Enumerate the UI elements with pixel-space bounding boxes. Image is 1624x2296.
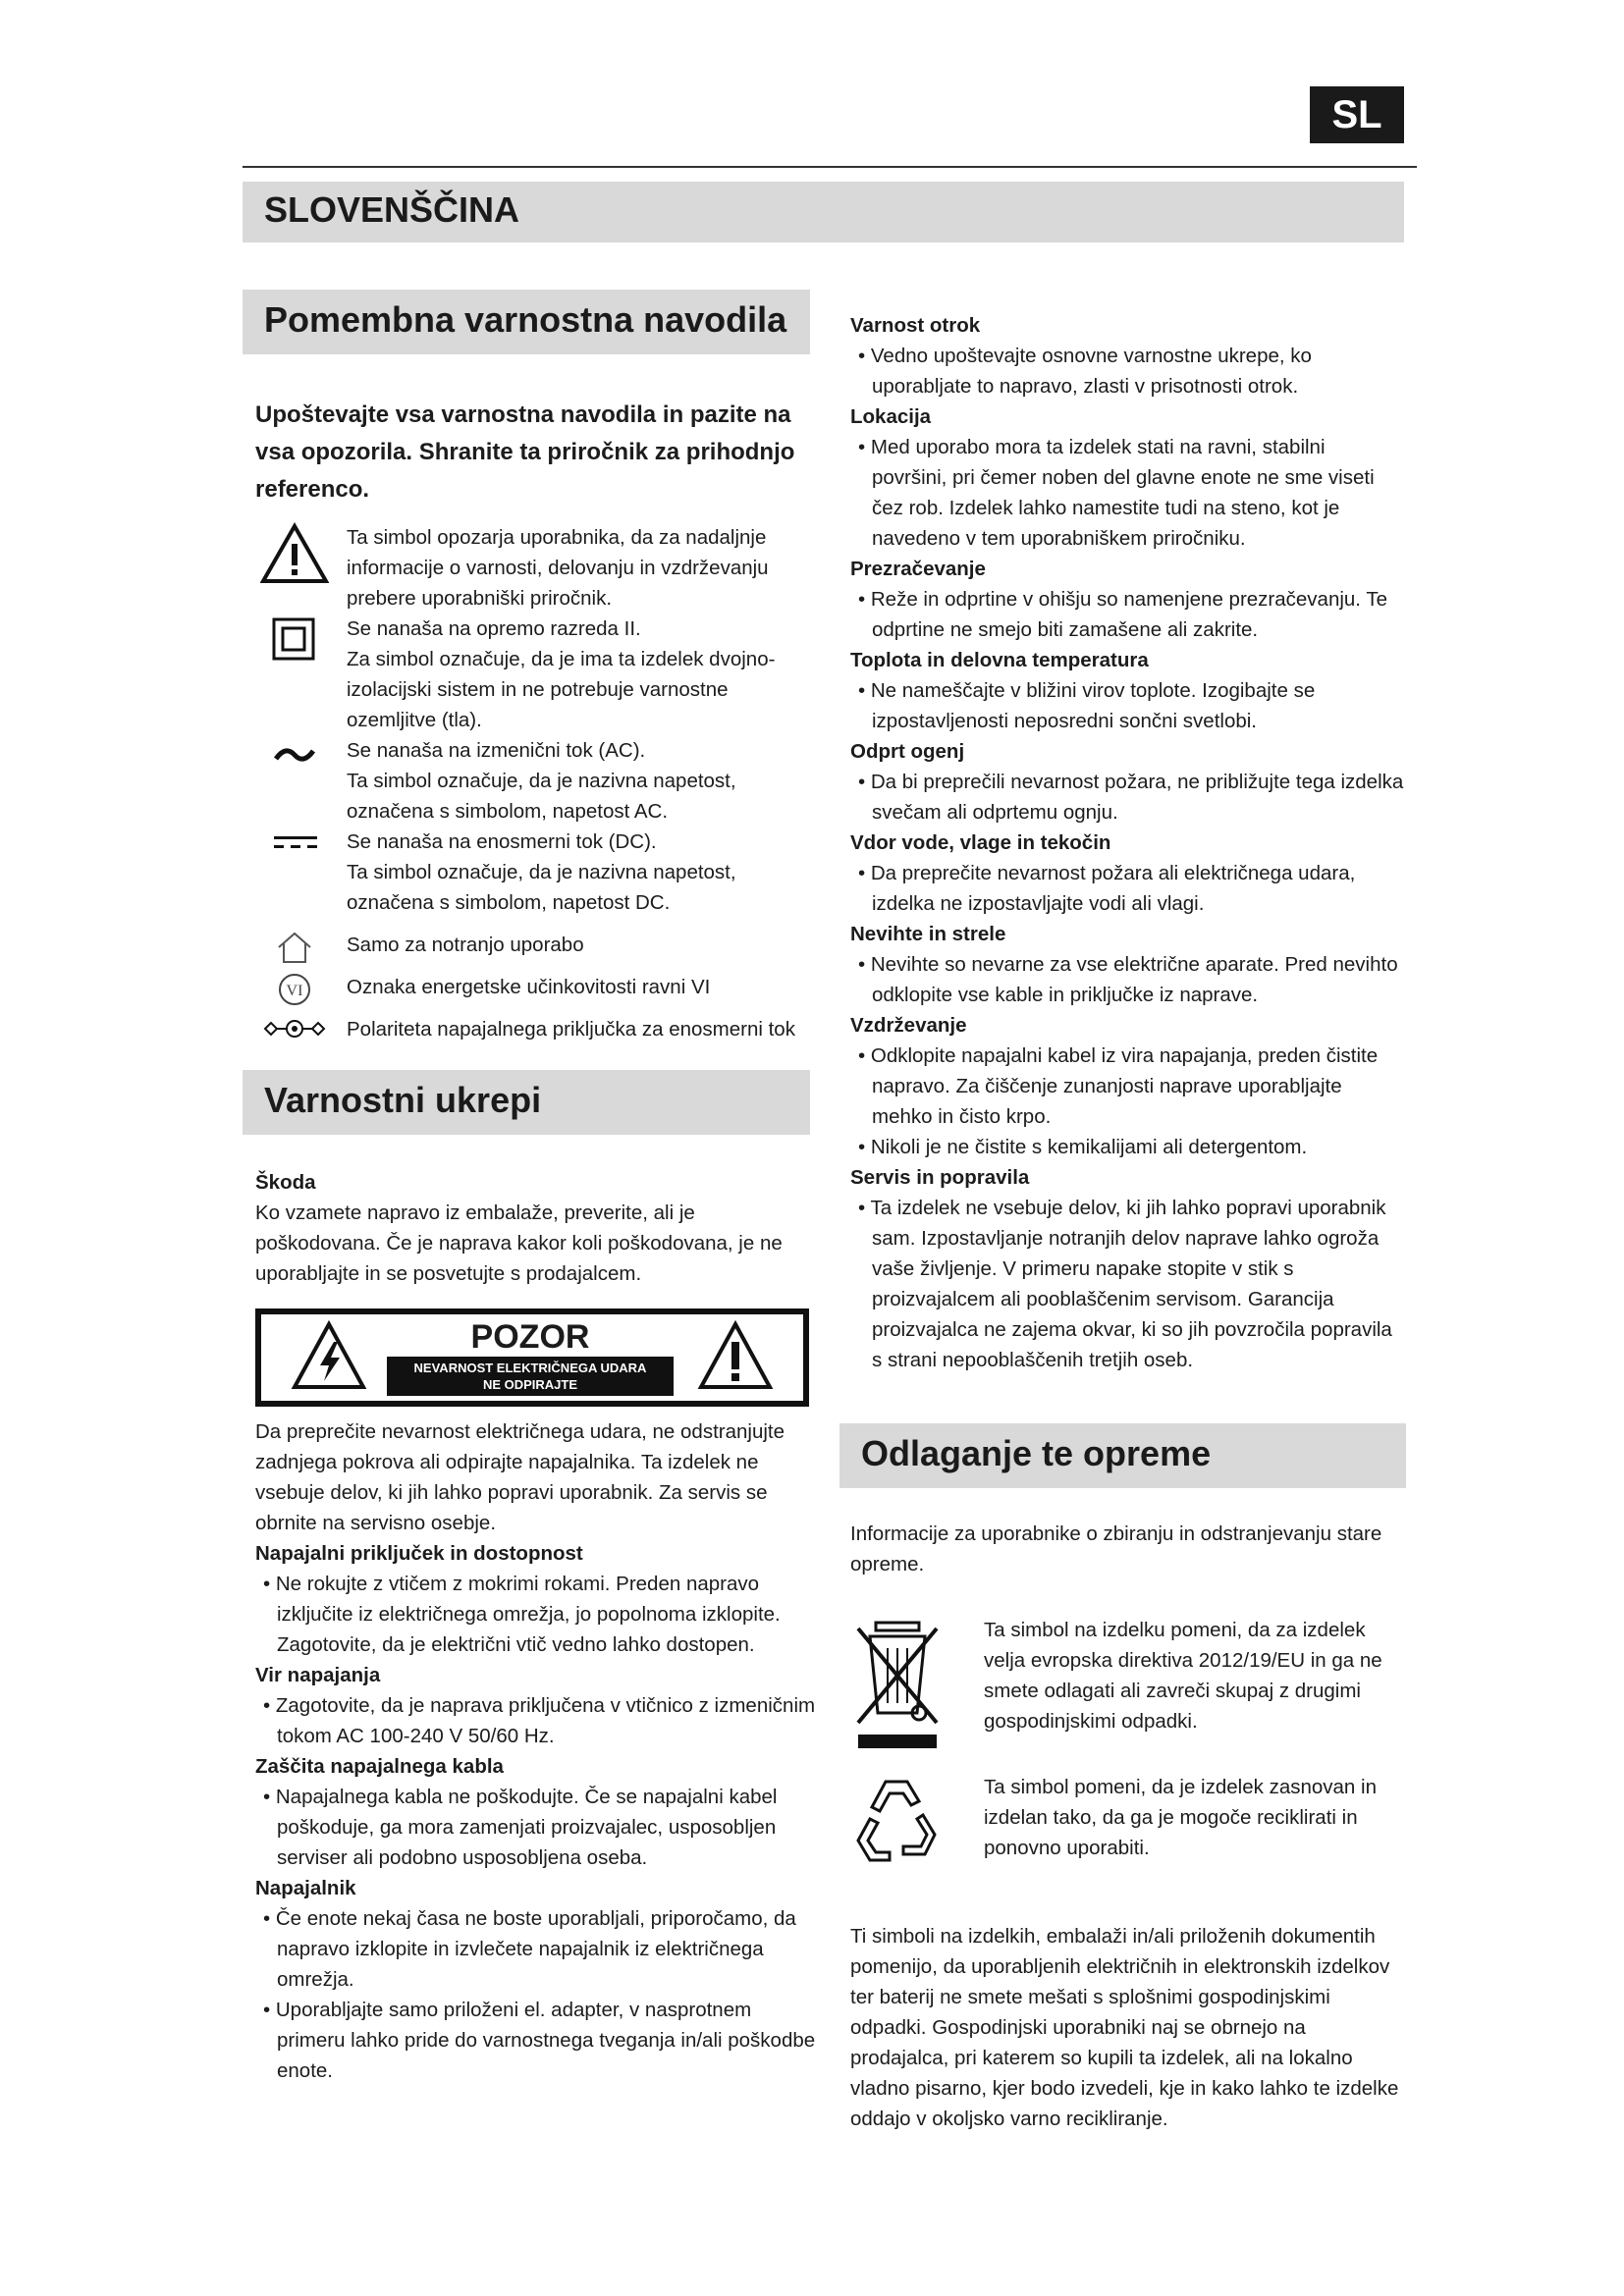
section-header-precautions <box>243 1070 810 1135</box>
safety-instructions <box>255 397 825 1044</box>
dc-lines-icon <box>255 827 334 889</box>
damage-text: Ko vzamete napravo iz embalaže, preverite, ali je poškodovana. Če je naprava kakor koli poškodovana, je ne uporabljajte in se posvetujte s prodajalcem. <box>255 1201 783 1285</box>
disposal-intro: Informacije za uporabnike o zbiranju in odstranjevanju stare opreme. <box>850 1522 1382 1575</box>
right-item-bullet: • Med uporabo mora ta izdelek stati na ravni, stabilni površini, pri čemer noben del glavne enote ne sme viseti čez rob. Izdelek lahko namestite tudi na steno, kot je navedeno v tem uporabniškem priročniku. <box>850 432 1405 554</box>
right-item-heading: Nevihte in strele <box>850 923 1006 945</box>
left-item-heading: Napajalni priključek in dostopnost <box>255 1542 583 1565</box>
symbol-row-ac: Se nanaša na izmenični tok (AC). Ta simbol označuje, da je nazivna napetost, označena s simbolom, napetost AC. <box>255 735 825 827</box>
exclamation-warning-icon <box>697 1320 774 1391</box>
right-item-bullet: • Da bi preprečili nevarnost požara, ne približujte tega izdelka svečam ali odprtemu ognju. <box>850 767 1405 828</box>
precautions-body <box>255 1167 817 2086</box>
intro-text: Upoštevajte vsa varnostna navodila in pazite na vsa opozorila. Shranite ta priročnik za prihodnjo referenco. <box>255 401 795 503</box>
right-item-heading: Vzdrževanje <box>850 1014 967 1037</box>
symbol-row-indoor: Samo za notranjo uporabo <box>255 930 825 960</box>
recycle-text: Ta simbol pomeni, da je izdelek zasnovan in izdelan tako, da ga je mogoče reciklirati in ponovno uporabiti. <box>984 1776 1377 1859</box>
right-item-bullet: • Ta izdelek ne vsebuje delov, ki jih lahko popravi uporabnik sam. Izpostavljanje notranjih delov naprave lahko ogroža vaše življenje. V primeru napake stopite v stik s proizvajalcem ali pooblaščenim servisom. Garancija proizvajalca ne zajema okvar, ki so jih povzročila popravila s strani nepooblaščenih tretjih oseb. <box>850 1193 1405 1375</box>
ac-tilde-icon <box>255 735 334 798</box>
recycle-icon <box>850 1772 945 1889</box>
left-item-bullet: • Če enote nekaj časa ne boste uporabljali, priporočamo, da napravo izklopite in izvlečete napajalnik iz električnega omrežja. <box>255 1903 817 1995</box>
language-title-bar <box>243 182 1404 242</box>
caution-label <box>255 1308 809 1407</box>
right-item-heading: Prezračevanje <box>850 558 986 580</box>
language-badge: SL <box>1310 86 1404 143</box>
section-header-disposal <box>839 1423 1406 1488</box>
class-ii-double-square-icon <box>255 614 334 676</box>
left-item-bullet: • Zagotovite, da je naprava priključena v vtičnico z izmeničnim tokom AC 100-240 V 50/60 Hz. <box>255 1690 817 1751</box>
section-title-precautions: Varnostni ukrepi <box>264 1080 542 1120</box>
electric-shock-warning-icon <box>291 1320 367 1391</box>
caution-subtitle: NEVARNOST ELEKTRIČNEGA UDARA NE ODPIRAJTE <box>387 1357 674 1396</box>
right-item-heading: Lokacija <box>850 405 932 428</box>
right-item-heading: Varnost otrok <box>850 314 981 337</box>
right-item-bullet: • Vedno upoštevajte osnovne varnostne ukrepe, ko uporabljate to napravo, zlasti v prisotnosti otrok. <box>850 341 1405 401</box>
section-title-disposal: Odlaganje te opreme <box>861 1433 1212 1473</box>
section-header-safety <box>243 290 810 354</box>
disposal-final-text: Ti simboli na izdelkih, embalaži in/ali priloženih dokumentih pomenijo, da uporabljenih električnih in elektronskih izdelkov ter baterij ne smete mešati s splošnimi gospodinjskimi odpadki. Gospodinjski uporabniki naj se obrnejo na prodajalca, pri katerem so kupili ta izdelek, ali na lokalno vladno pisarno, kjer bodo izvedeli, kje in kako lahko te izdelke oddajo v okoljsko varno recikliranje. <box>850 1925 1399 2130</box>
polarity-icon <box>255 1014 334 1077</box>
right-item-heading: Servis in popravila <box>850 1166 1030 1189</box>
caution-center <box>387 1317 674 1400</box>
damage-heading: Škoda <box>255 1171 316 1194</box>
symbol-row-class-ii: Se nanaša na opremo razreda II. Za simbol označuje, da je ima ta izdelek dvojno- izolacijski sistem in ne potrebuje varnostne ozemljitve (tla). <box>255 614 825 735</box>
caution-title: POZOR <box>470 1318 590 1356</box>
left-item-bullet: • Ne rokujte z vtičem z mokrimi rokami. Preden napravo izključite iz električnega omrežja, jo popolnoma izklopite. Zagotovite, da je električni vtič vedno lahko dostopen. <box>255 1569 817 1660</box>
shock-text: Da preprečite nevarnost električnega udara, ne odstranjujte zadnjega pokrova ali odpirajte napajalnika. Ta izdelek ne vsebuje delov, ki jih lahko popravi uporabnik. Za servis se obrnite na servisno osebje. <box>255 1420 785 1534</box>
left-item-heading: Napajalnik <box>255 1877 356 1899</box>
language-title: SLOVENŠČINA <box>264 189 520 230</box>
right-item-bullet: • Ne nameščajte v bližini virov toplote. Izogibajte se izpostavljenosti neposredni sončni svetlobi. <box>850 675 1405 736</box>
left-item-bullet: • Napajalnega kabla ne poškodujte. Če se napajalni kabel poškoduje, ga mora zamenjati proizvajalec, usposobljen serviser ali podobno usposobljena oseba. <box>255 1782 817 1873</box>
left-item-bullet: • Uporabljajte samo priloženi el. adapter, v nasprotnem primeru lahko pride do varnostnega tveganja in/ali poškodbe enote. <box>255 1995 817 2086</box>
weee-text: Ta simbol na izdelku pomeni, da za izdelek velja evropska direktiva 2012/19/EU in ga ne smete odlagati ali zavreči skupaj z drugimi gospodinjskimi odpadki. <box>984 1619 1382 1733</box>
svg-text:VI: VI <box>286 983 303 999</box>
symbol-row-polarity: Polariteta napajalnega priključka za enosmerni tok <box>255 1014 825 1044</box>
top-divider <box>243 166 1417 168</box>
right-item-bullet: • Nevihte so nevarne za vse električne aparate. Pred nevihto odklopite vse kable in priključke iz naprave. <box>850 949 1405 1010</box>
right-item-bullet: • Reže in odprtine v ohišju so namenjene prezračevanju. Te odprtine ne smejo biti zamašene ali zakrite. <box>850 584 1405 645</box>
section-title-safety: Pomembna varnostna navodila <box>264 299 787 340</box>
left-item-heading: Zaščita napajalnega kabla <box>255 1755 504 1778</box>
recycle-row <box>850 1772 1406 1899</box>
right-safety-items <box>850 310 1405 1375</box>
warning-triangle-icon <box>255 522 334 585</box>
right-item-heading: Toplota in delovna temperatura <box>850 649 1149 671</box>
symbol-row-energy: VI Oznaka energetske učinkovitosti ravni VI <box>255 972 825 1002</box>
right-item-bullet: • Nikoli je ne čistite s kemikalijami ali detergentom. <box>850 1132 1405 1162</box>
weee-row <box>850 1615 1406 1742</box>
symbol-row-warning: Ta simbol opozarja uporabnika, da za nadaljnje informacije o varnosti, delovanju in vzdrževanju prebere uporabniški priročnik. <box>255 522 825 614</box>
disposal-body <box>850 1519 1406 2134</box>
crossed-bin-icon <box>850 1615 945 1761</box>
left-item-heading: Vir napajanja <box>255 1664 381 1686</box>
symbol-row-dc: Se nanaša na enosmerni tok (DC). Ta simbol označuje, da je nazivna napetost, označena s simbolom, napetost DC. <box>255 827 825 918</box>
right-item-bullet: • Odklopite napajalni kabel iz vira napajanja, preden čistite napravo. Za čiščenje zunanjosti naprave uporabljajte mehko in čisto krpo. <box>850 1041 1405 1132</box>
right-item-heading: Odprt ogenj <box>850 740 965 763</box>
right-item-bullet: • Da preprečite nevarnost požara ali električnega udara, izdelka ne izpostavljajte vodi ali vlagi. <box>850 858 1405 919</box>
right-item-heading: Vdor vode, vlage in tekočin <box>850 831 1111 854</box>
